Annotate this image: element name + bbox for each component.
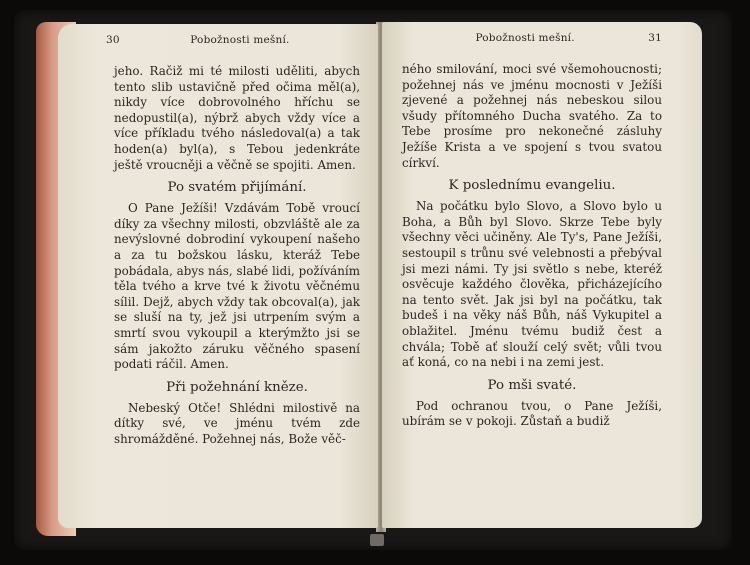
paragraph-after-mass: Pod ochranou tvou, o Pane Ježíši, ubírám se v pokoji. Zůstaň a budiž: [402, 398, 662, 429]
paragraph-after-communion: O Pane Ježíši! Vzdávám Tobě vroucí díky za všechny milosti, obzvláště ale za nevýslovné dobrodiní vykoupení našeho a za tu božskou lásku, kteráž Tebe pobádala, abys nás, slabé lidi, požíváním těla tvého a krve tvé k životu věčnému sílil. Dejž, abych vždy tak obcoval(a), jak se sluší na ty, jež jsi utrpením svým a smrtí svou vykoupil a kterýmžto jsi se sám jakožto záruku věčného spasení podati ráčil. Amen.: [114, 201, 360, 372]
left-page-text: [114, 64, 360, 447]
right-page-text: [402, 62, 662, 430]
left-page: [58, 24, 378, 528]
section-heading-after-mass: Po mši svaté.: [487, 377, 577, 393]
section-heading-after-communion: Po svatém přijímání.: [167, 180, 307, 196]
running-header-right: Pobožnosti mešní.: [475, 32, 575, 44]
running-header-left: Pobožnosti mešní.: [190, 34, 290, 46]
right-page-header: [402, 30, 662, 46]
section-heading-last-gospel: K poslednímu evangeliu.: [448, 178, 616, 194]
section-heading-priest-blessing: Při požehnání kněze.: [166, 379, 308, 395]
right-page: [382, 22, 702, 528]
left-page-header: [106, 32, 360, 48]
book-clasp: [370, 534, 384, 546]
page-number-right: 31: [648, 32, 662, 44]
paragraph-last-gospel: Na počátku bylo Slovo, a Slovo bylo u Boha, a Bůh byl Slovo. Skrze Tebe byly všechny věci učiněny. Ale Ty's, Pane Ježíši, sestoupil s trůnu své velebnosti a přebýval jsi mezi námi. Ty jsi světlo s nebe, kteréž osvěcuje každého člověka, přicházejícího na tento svět. Jak jsi byl na počátku, tak budeš i na věky náš Bůh, náš Vykupitel a oblažitel. Jménu tvému budiž čest a chvála; Tobě ať slouží celý svět; vůli tvou ať koná, co na nebi i na zemi jest.: [402, 199, 662, 370]
paragraph-continuation: jeho. Račiž mi té milosti uděliti, abych tento slib ustavičně před očima měl(a), nikdy více dobrovolného hříchu se nedopustil(a), nýbrž abych vždy více a více příkladu tvého následoval(a) a tak hoden(a) byl(a), s Tebou jedenkráte ještě vroucněji a věčně se spojiti. Amen.: [114, 64, 360, 172]
page-number-left: 30: [106, 34, 120, 46]
paragraph-blessing-continuation: ného smilování, moci své všemohoucnosti; požehnej nás ve jménu mocnosti v Ježíši zjevené a požehnej nás nebeskou silou všudy přítomného Ducha svatého. Za to Tebe prosíme pro nekonečné zásluhy Ježíše Krista a ve spojení s tvou svatou církví.: [402, 62, 662, 170]
paragraph-priest-blessing: Nebeský Otče! Shlédni milostivě na dítky své, ve jménu tvém zde shromážděné. Požehnej nás, Bože věč-: [114, 400, 360, 446]
